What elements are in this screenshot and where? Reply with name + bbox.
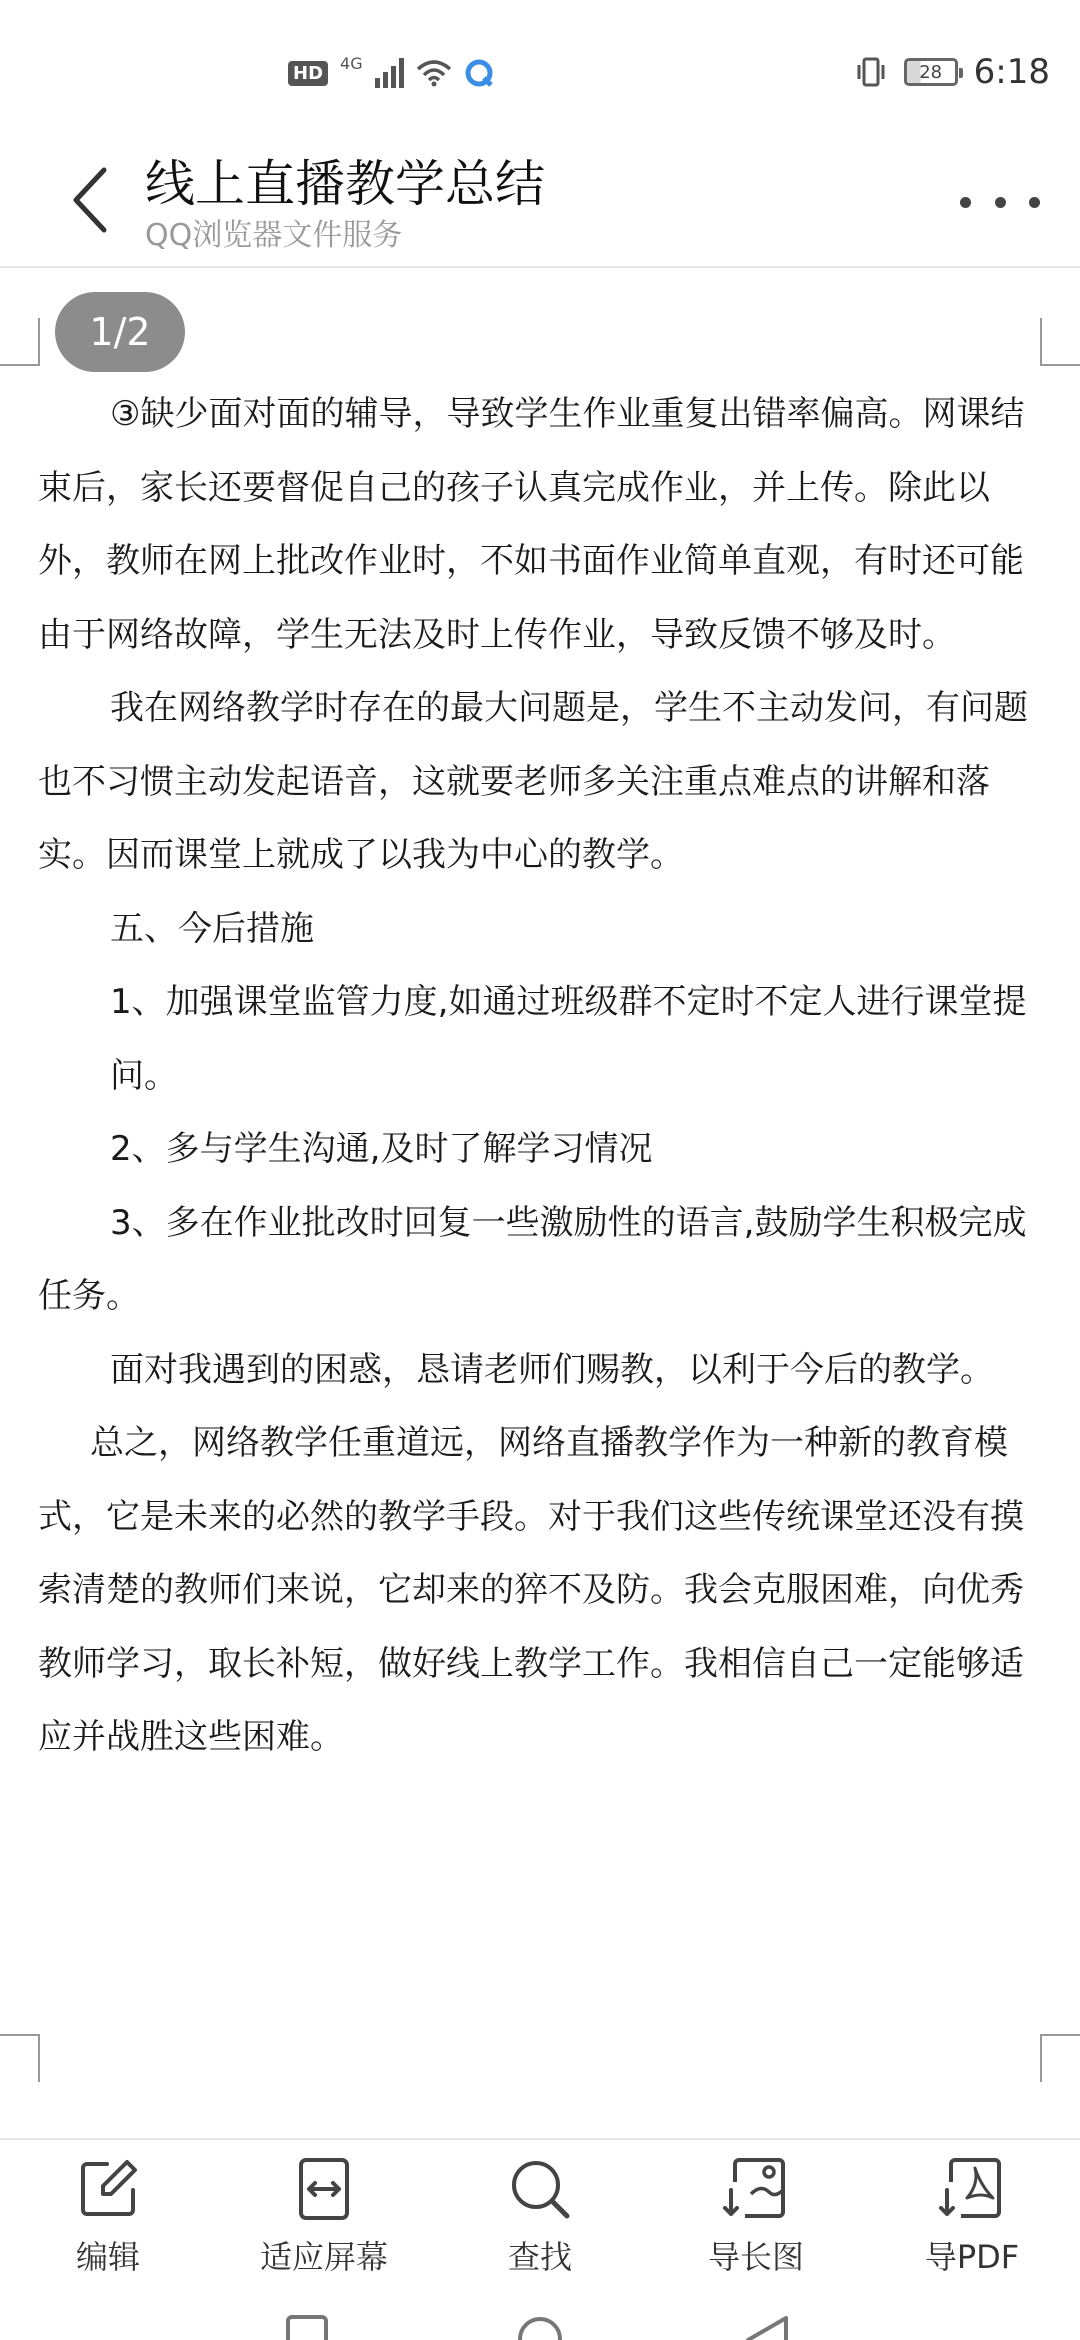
system-nav-bar [0, 2290, 1080, 2340]
search-button[interactable] [432, 2140, 648, 2290]
page-corner-mark [1040, 2034, 1080, 2082]
dot-icon [995, 197, 1006, 208]
search-icon [505, 2154, 575, 2224]
wifi-icon [416, 59, 452, 87]
search-label: 查找 [507, 2238, 572, 2276]
page-corner-mark [0, 2034, 40, 2082]
bottom-toolbar [0, 2138, 1080, 2290]
paragraph: 面对我遇到的困惑，恳请老师们赐教，以利于今后的教学。 [110, 1349, 994, 1390]
export-pdf-icon [937, 2154, 1007, 2224]
edit-label: 编辑 [75, 2238, 140, 2276]
list-item: 3、多在作业批改时回复一些激励性的语言,鼓励学生积极完成任务。 [38, 1202, 1027, 1316]
edit-button[interactable] [0, 2140, 216, 2290]
fit-screen-icon [289, 2154, 359, 2224]
title-bar [0, 130, 1080, 268]
export-long-image-label: 导长图 [707, 2238, 804, 2276]
more-options-button[interactable] [960, 182, 1040, 222]
page-corner-mark [0, 318, 40, 366]
page-indicator: 1/2 [55, 292, 185, 372]
page-title: 线上直播教学总结 [145, 155, 545, 213]
export-pdf-label: 导PDF [924, 2238, 1020, 2276]
hd-indicator: HD [288, 61, 328, 86]
back-button[interactable] [62, 160, 122, 240]
page-subtitle: QQ浏览器文件服务 [145, 218, 403, 253]
list-item: 2、多与学生沟通,及时了解学习情况 [110, 1129, 653, 1169]
vibrate-icon [854, 55, 888, 89]
status-bar [0, 0, 1080, 130]
document-viewer[interactable] [0, 268, 1080, 2138]
nav-back-icon[interactable] [742, 2314, 792, 2340]
battery-icon [904, 58, 958, 86]
section-heading: 五、今后措施 [110, 908, 314, 949]
battery-level: 28 [919, 61, 943, 83]
document-text [38, 378, 1042, 1775]
network-type: 4G [340, 54, 363, 73]
fit-screen-button[interactable] [216, 2140, 432, 2290]
qq-browser-icon [464, 58, 494, 88]
status-right-group [854, 52, 1050, 92]
edit-icon [73, 2154, 143, 2224]
page-corner-mark [1040, 318, 1080, 366]
home-icon[interactable] [515, 2314, 565, 2340]
export-long-image-button[interactable] [648, 2140, 864, 2290]
recent-apps-icon[interactable] [285, 2314, 329, 2340]
dot-icon [1029, 197, 1040, 208]
paragraph: ③缺少面对面的辅导，导致学生作业重复出错率偏高。网课结束后，家长还要督促自己的孩子认真完成作业，并上传。除此以外，教师在网上批改作业时，不如书面作业简单直观，有时还可能由于网络故障，学生无法及时上传作业，导致反馈不够及时。 [38, 394, 1025, 655]
paragraph: 总之，网络教学任重道远，网络直播教学作为一种新的教育模式，它是未来的必然的教学手段。对于我们这些传统课堂还没有摸索清楚的教师们来说，它却来的猝不及防。我会克服困难，向优秀教师学习，取长补短，做好线上教学工作。我相信自己一定能够适应并战胜这些困难。 [38, 1423, 1024, 1757]
status-left-group [288, 54, 494, 88]
export-pdf-button[interactable] [864, 2140, 1080, 2290]
export-long-image-icon [721, 2154, 791, 2224]
fit-screen-label: 适应屏幕 [259, 2238, 388, 2276]
clock: 6:18 [973, 52, 1050, 92]
paragraph: 我在网络教学时存在的最大问题是，学生不主动发问，有问题也不习惯主动发起语音，这就要老师多关注重点难点的讲解和落实。因而课堂上就成了以我为中心的教学。 [38, 688, 1028, 875]
signal-icon [375, 58, 404, 88]
back-arrow-icon [62, 160, 122, 240]
list-item: 1、加强课堂监管力度,如通过班级群不定时不定人进行课堂提问。 [110, 982, 1027, 1096]
dot-icon [960, 197, 971, 208]
